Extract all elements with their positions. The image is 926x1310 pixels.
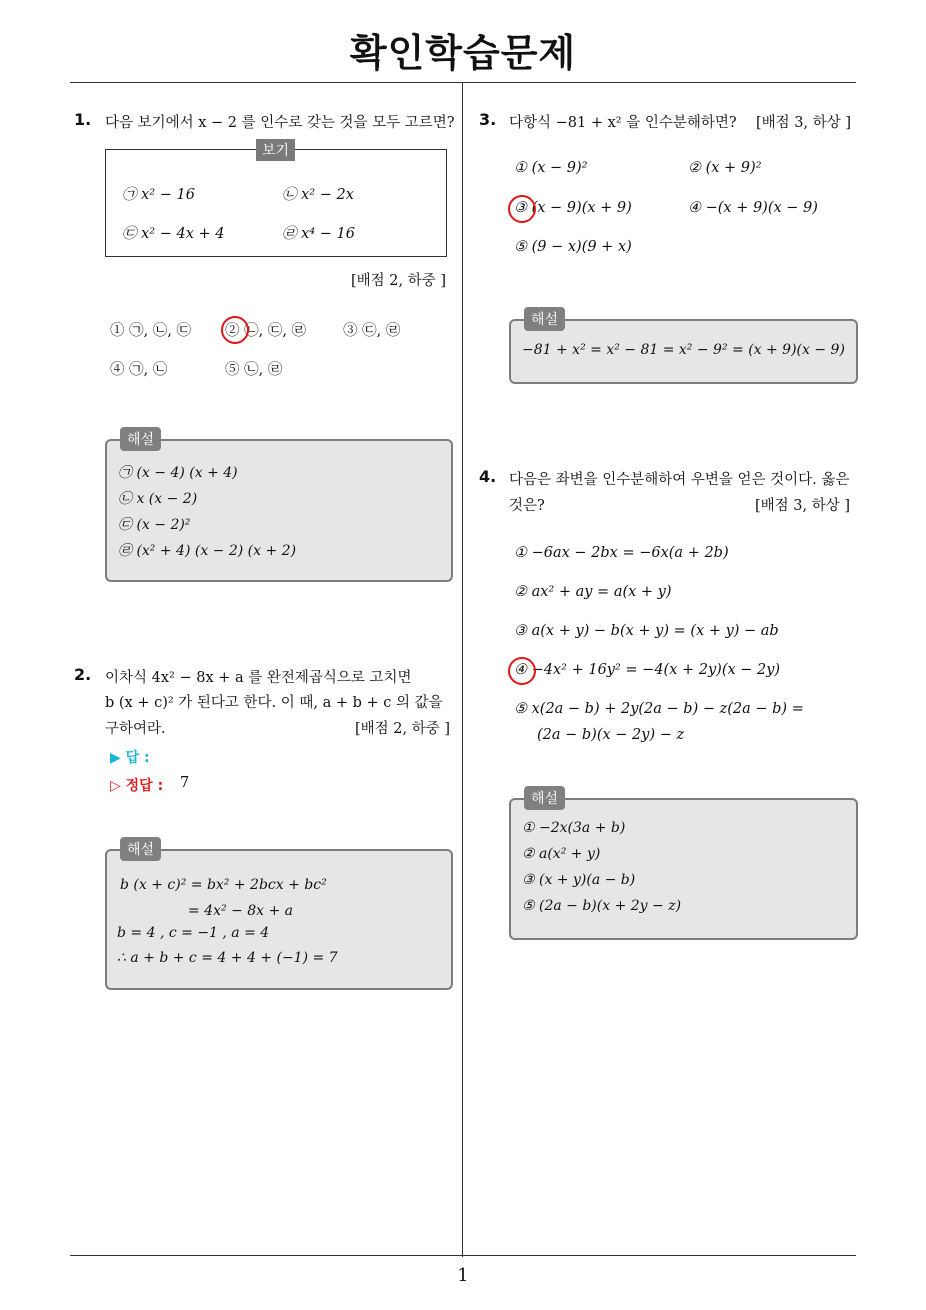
q1-choice-2[interactable]: ② ㉡, ㉢, ㉣ [225, 323, 307, 339]
q4-score: [배점 3, 하상 ] [755, 498, 851, 514]
footer-rule [70, 1255, 856, 1256]
q4-solution-line: ② a(x² + y) [522, 846, 601, 862]
answer-circle-mark [221, 316, 249, 344]
q1-solution-box [105, 439, 453, 582]
q2-solution-label: 해설 [120, 837, 161, 861]
q2-text-line: 구하여라. [105, 721, 166, 737]
q1-solution-line: ㉡ x (x − 2) [118, 491, 198, 507]
q1-bogi-item: ㉡ x² − 2x [282, 187, 354, 203]
q4-text-line: 다음은 좌변을 인수분해하여 우변을 얻은 것이다. 옳은 [509, 472, 850, 488]
q4-choice-3[interactable]: ③ a(x + y) − b(x + y) = (x + y) − ab [514, 623, 779, 639]
q4-choice-4[interactable]: ④ −4x² + 16y² = −4(x + 2y)(x − 2y) [514, 662, 781, 678]
q1-score: [배점 2, 하중 ] [351, 273, 447, 289]
q4-text-line: 것은? [509, 498, 545, 514]
q4-solution-line: ⑤ (2a − b)(x + 2y − z) [522, 898, 682, 914]
q2-solution-line: ∴ a + b + c = 4 + 4 + (−1) = 7 [117, 950, 338, 966]
q3-solution-line: −81 + x² = x² − 81 = x² − 9² = (x + 9)(x − 9) [522, 342, 845, 358]
q3-text: 다항식 −81 + x² 을 인수분해하면? [509, 115, 737, 131]
q4-choice-5[interactable]: ⑤ x(2a − b) + 2y(2a − b) − z(2a − b) = [514, 701, 804, 717]
q2-number: 2. [74, 665, 92, 684]
page-title: 확인학습문제 [349, 31, 577, 75]
q4-choice-1[interactable]: ① −6ax − 2bx = −6x(a + 2b) [514, 545, 729, 561]
q1-bogi-item: ㉢ x² − 4x + 4 [122, 226, 225, 242]
q4-solution-line: ① −2x(3a + b) [522, 820, 626, 836]
q1-text: 다음 보기에서 x − 2 를 인수로 갖는 것을 모두 고르면? [105, 115, 455, 131]
q4-solution-label: 해설 [524, 786, 565, 810]
q3-number: 3. [479, 110, 497, 129]
q1-number: 1. [74, 110, 92, 129]
q2-correct-value: 7 [180, 775, 190, 791]
q2-text-line: 이차식 4x² − 8x + a 를 완전제곱식으로 고치면 [105, 670, 412, 686]
q1-choice-3[interactable]: ③ ㉢, ㉣ [343, 323, 401, 339]
q2-answer-label: ▶ 답 : [110, 750, 150, 766]
q2-solution-line: = 4x² − 8x + a [188, 903, 294, 919]
q1-solution-line: ㉠ (x − 4) (x + 4) [118, 465, 238, 481]
q3-choice-5[interactable]: ⑤ (9 − x)(9 + x) [514, 239, 632, 255]
q3-choice-2[interactable]: ② (x + 9)² [688, 160, 762, 176]
q4-solution-line: ③ (x + y)(a − b) [522, 872, 636, 888]
q3-choice-4[interactable]: ④ −(x + 9)(x − 9) [688, 200, 818, 216]
q4-choice-2[interactable]: ② ax² + ay = a(x + y) [514, 584, 672, 600]
q1-solution-line: ㉣ (x² + 4) (x − 2) (x + 2) [118, 543, 297, 559]
q3-choice-1[interactable]: ① (x − 9)² [514, 160, 588, 176]
q2-solution-box [105, 849, 453, 990]
q2-solution-line: b (x + c)² = bx² + 2bcx + bc² [120, 877, 327, 893]
q4-choice-5-continued: (2a − b)(x − 2y) − z [537, 727, 685, 743]
q2-score: [배점 2, 하중 ] [355, 721, 451, 737]
q3-score: [배점 3, 하상 ] [756, 115, 852, 131]
answer-circle-mark [508, 195, 536, 223]
q1-choice-1[interactable]: ① ㉠, ㉡, ㉢ [110, 323, 192, 339]
q1-bogi-item: ㉠ x² − 16 [122, 187, 195, 203]
q4-number: 4. [479, 467, 497, 486]
q3-solution-label: 해설 [524, 307, 565, 331]
page-number: 1 [457, 1265, 469, 1286]
q1-solution-line: ㉢ (x − 2)² [118, 517, 191, 533]
answer-circle-mark [508, 657, 536, 685]
q1-choice-5[interactable]: ⑤ ㉡, ㉣ [225, 362, 283, 378]
header-rule [70, 82, 856, 83]
q1-bogi-item: ㉣ x⁴ − 16 [282, 226, 355, 242]
q1-solution-label: 해설 [120, 427, 161, 451]
q3-choice-3[interactable]: ③ (x − 9)(x + 9) [514, 200, 632, 216]
q1-bogi-label: 보기 [256, 139, 295, 161]
q2-text-line: b (x + c)² 가 된다고 한다. 이 때, a + b + c 의 값을 [105, 695, 443, 711]
column-divider [462, 82, 463, 1257]
q2-correct-label: ▷ 정답 : [110, 778, 164, 794]
q2-solution-line: b = 4 , c = −1 , a = 4 [117, 925, 270, 941]
q1-choice-4[interactable]: ④ ㉠, ㉡ [110, 362, 168, 378]
